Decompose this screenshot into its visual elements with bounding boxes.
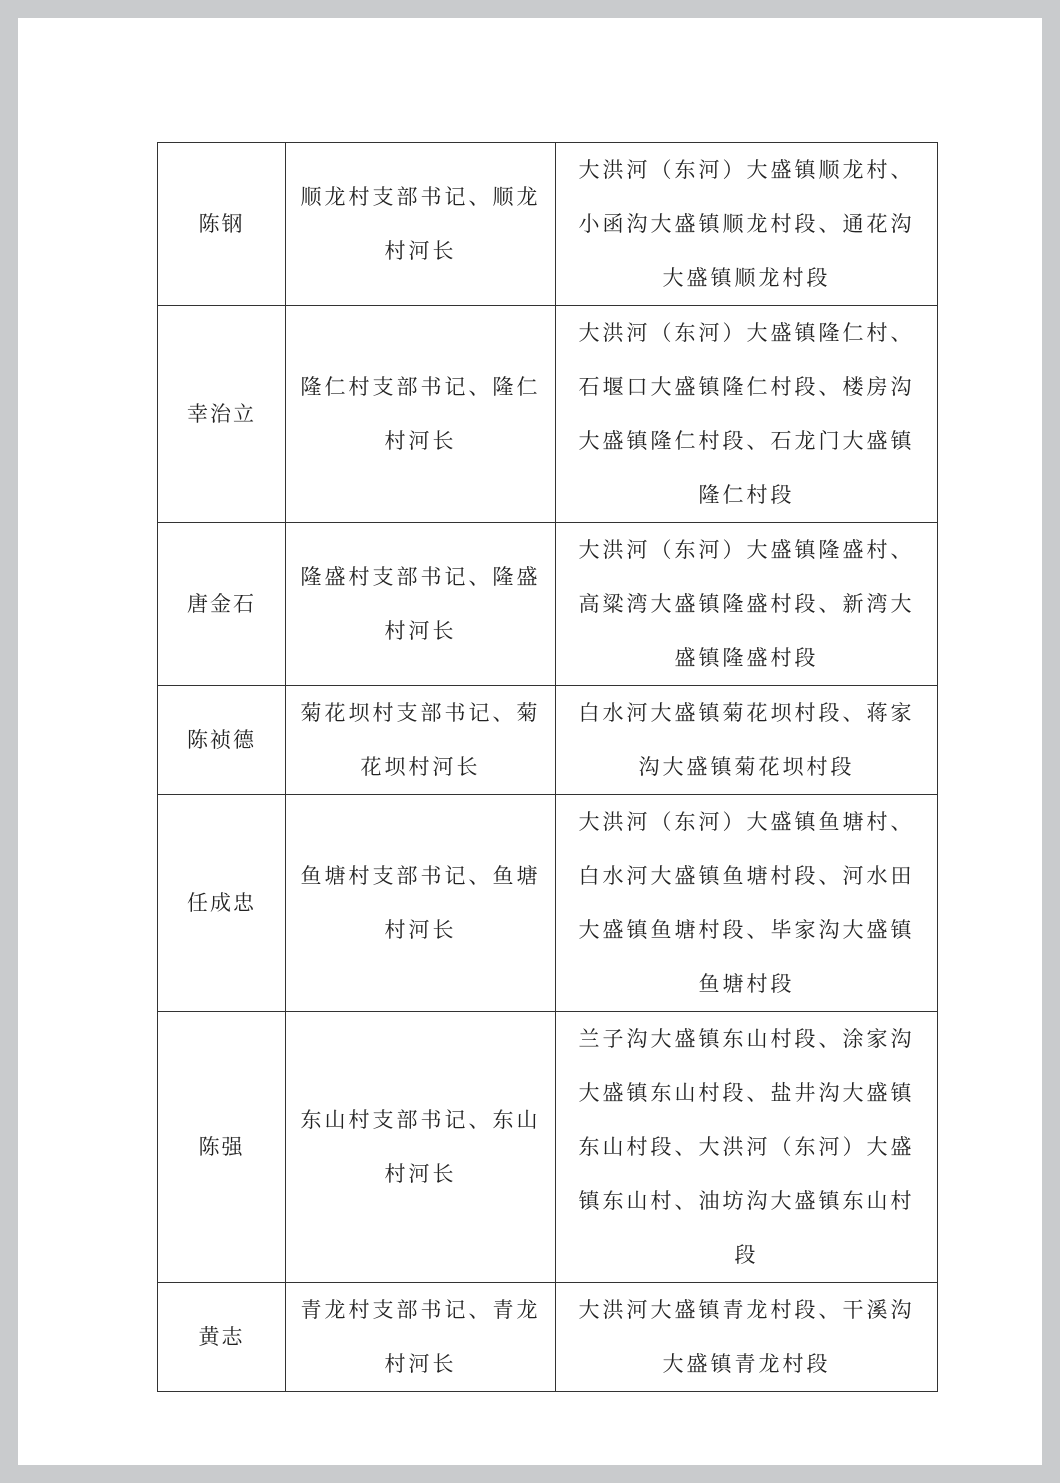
section-cell: 白水河大盛镇菊花坝村段、蒋家沟大盛镇菊花坝村段 — [556, 686, 938, 795]
title-cell: 菊花坝村支部书记、菊花坝村河长 — [286, 686, 556, 795]
title-cell: 顺龙村支部书记、顺龙村河长 — [286, 143, 556, 306]
table-row — [158, 1012, 938, 1283]
name-cell: 唐金石 — [158, 523, 286, 686]
document-page — [18, 18, 1042, 1465]
table-row — [158, 686, 938, 795]
name-cell: 陈祯德 — [158, 686, 286, 795]
table-row — [158, 523, 938, 686]
table-row — [158, 306, 938, 523]
table-row — [158, 795, 938, 1012]
table-row — [158, 1283, 938, 1392]
name-cell: 陈钢 — [158, 143, 286, 306]
title-cell: 隆盛村支部书记、隆盛村河长 — [286, 523, 556, 686]
section-cell: 大洪河（东河）大盛镇隆盛村、高粱湾大盛镇隆盛村段、新湾大盛镇隆盛村段 — [556, 523, 938, 686]
title-cell: 东山村支部书记、东山村河长 — [286, 1012, 556, 1283]
name-cell: 陈强 — [158, 1012, 286, 1283]
name-cell: 任成忠 — [158, 795, 286, 1012]
title-cell: 青龙村支部书记、青龙村河长 — [286, 1283, 556, 1392]
river-chief-table — [157, 142, 938, 1392]
section-cell: 大洪河（东河）大盛镇顺龙村、小函沟大盛镇顺龙村段、通花沟大盛镇顺龙村段 — [556, 143, 938, 306]
name-cell: 黄志 — [158, 1283, 286, 1392]
name-cell: 幸治立 — [158, 306, 286, 523]
section-cell: 大洪河（东河）大盛镇鱼塘村、白水河大盛镇鱼塘村段、河水田大盛镇鱼塘村段、毕家沟大盛镇鱼塘村段 — [556, 795, 938, 1012]
title-cell: 鱼塘村支部书记、鱼塘村河长 — [286, 795, 556, 1012]
section-cell: 兰子沟大盛镇东山村段、涂家沟大盛镇东山村段、盐井沟大盛镇东山村段、大洪河（东河）大盛镇东山村、油坊沟大盛镇东山村段 — [556, 1012, 938, 1283]
section-cell: 大洪河（东河）大盛镇隆仁村、石堰口大盛镇隆仁村段、楼房沟大盛镇隆仁村段、石龙门大盛镇隆仁村段 — [556, 306, 938, 523]
title-cell: 隆仁村支部书记、隆仁村河长 — [286, 306, 556, 523]
table-row — [158, 143, 938, 306]
section-cell: 大洪河大盛镇青龙村段、干溪沟大盛镇青龙村段 — [556, 1283, 938, 1392]
